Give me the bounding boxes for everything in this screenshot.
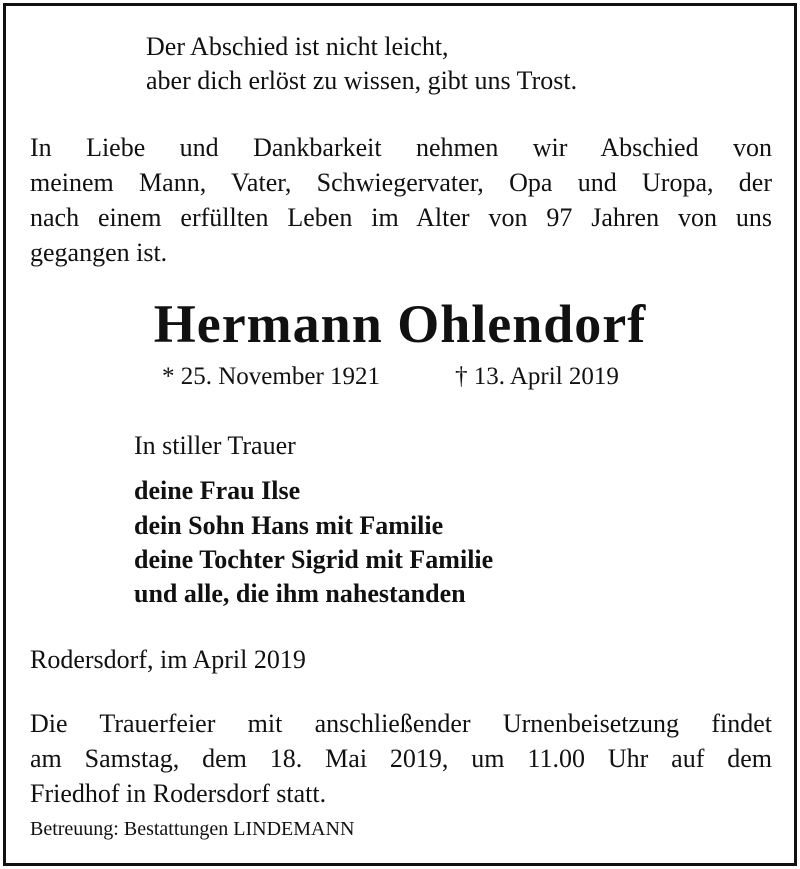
intro-line: meinem Mann, Vater, Schwiegervater, Opa und Uropa, der xyxy=(30,168,772,197)
intro-paragraph xyxy=(30,130,772,270)
service-paragraph xyxy=(30,706,772,811)
deceased-name: Hermann Ohlendorf xyxy=(153,294,647,354)
funeral-home-credit: Betreuung: Bestattungen LINDEMANN xyxy=(30,818,355,840)
place-date: Rodersdorf, im April 2019 xyxy=(30,645,306,674)
intro-line: In Liebe und Dankbarkeit nehmen wir Abschied von xyxy=(30,133,772,162)
motto-line-2: aber dich erlöst zu wissen, gibt uns Trost. xyxy=(146,66,578,95)
mourner-item: deine Tochter Sigrid mit Familie xyxy=(134,545,494,574)
service-line: Die Trauerfeier mit anschließender Urnenbeisetzung findet xyxy=(30,709,772,738)
death-date: † 13. April 2019 xyxy=(455,363,619,390)
mourner-item: dein Sohn Hans mit Familie xyxy=(134,511,444,540)
mourning-label: In stiller Trauer xyxy=(134,431,296,460)
service-line: Friedhof in Rodersdorf statt. xyxy=(30,779,327,808)
intro-line: gegangen ist. xyxy=(30,238,168,267)
birth-date: * 25. November 1921 xyxy=(162,363,381,390)
mourner-item: und alle, die ihm nahestanden xyxy=(134,579,466,608)
motto-line-1: Der Abschied ist nicht leicht, xyxy=(146,32,449,61)
service-line: am Samstag, dem 18. Mai 2019, um 11.00 Uhr auf dem xyxy=(30,744,772,773)
mourner-item: deine Frau Ilse xyxy=(134,476,301,505)
intro-line: nach einem erfüllten Leben im Alter von 97 Jahren von uns xyxy=(30,203,772,232)
